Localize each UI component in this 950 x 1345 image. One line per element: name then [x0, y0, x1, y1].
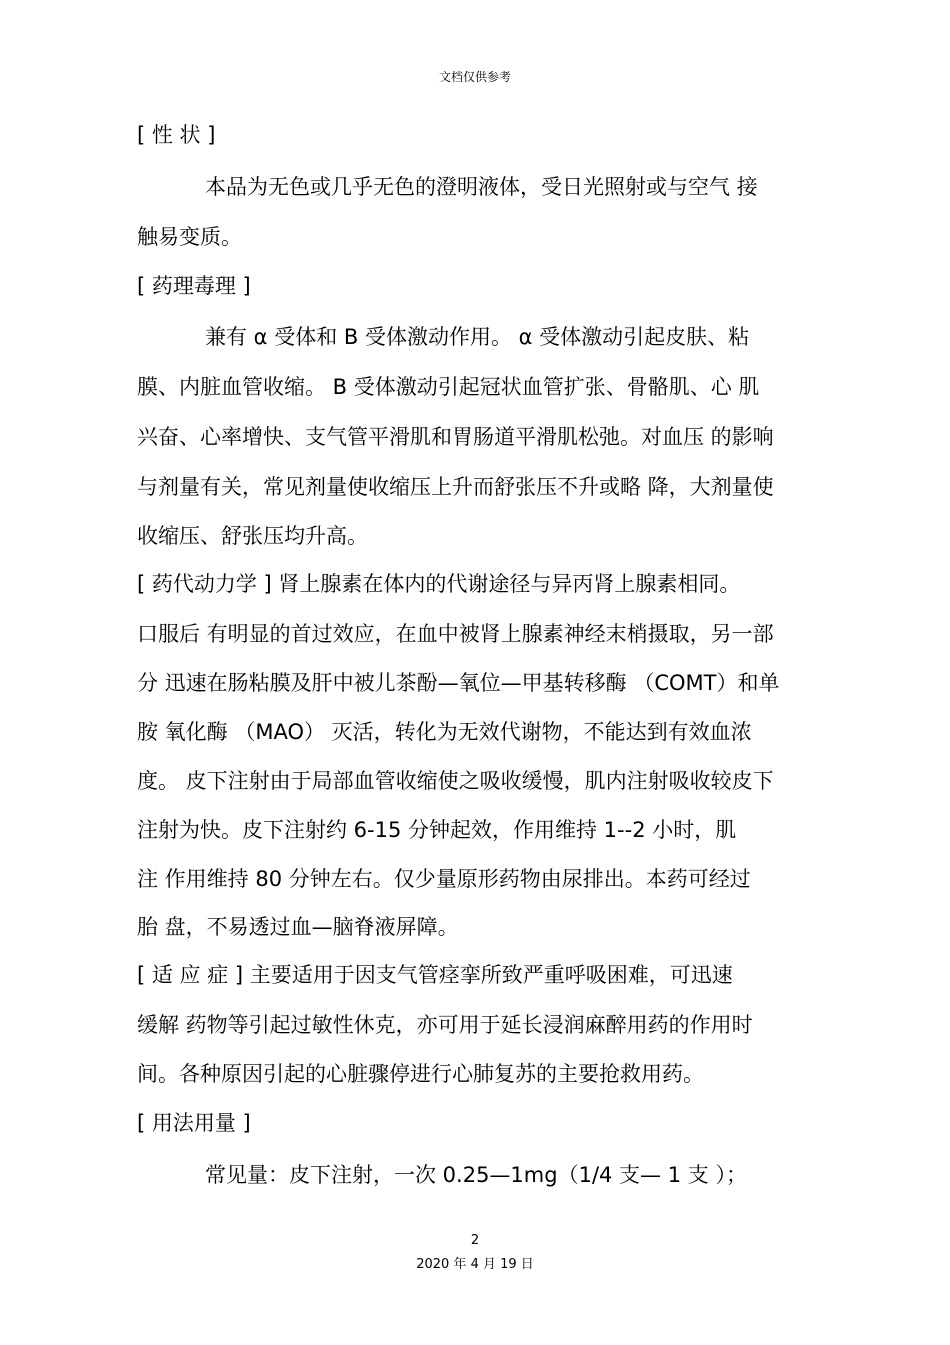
paragraph-line: 本品为无色或几乎无色的澄明液体，受日光照射或与空气 接	[205, 175, 758, 199]
paragraph-line: 胺 氧化酶 （MAO） 灭活，转化为无效代谢物，不能达到有效血浓	[137, 720, 752, 744]
paragraph-line: 间。各种原因引起的心脏骤停进行心肺复苏的主要抢救用药。	[137, 1062, 704, 1086]
paragraph-line: 兴奋、心率增快、支气管平滑肌和胃肠道平滑肌松弛。对血压 的影响	[137, 425, 774, 449]
paragraph-line: 胎 盘，不易透过血—脑脊液屏障。	[137, 915, 459, 939]
paragraph-line: 膜、内脏血管收缩。 B 受体激动引起冠状血管扩张、骨骼肌、心 肌	[137, 375, 760, 399]
paragraph-line: 注射为快。皮下注射约 6-15 分钟起效，作用维持 1--2 小时，肌	[137, 818, 737, 842]
paragraph-line: 常见量：皮下注射，一次 0.25—1mg（1/4 支— 1 支 ）；	[205, 1163, 747, 1187]
paragraph-line: 度。 皮下注射由于局部血管收缩使之吸收缓慢，肌内注射吸收较皮下	[137, 769, 774, 793]
paragraph-line: 兼有 α 受体和 B 受体激动作用。 α 受体激动引起皮肤、粘	[205, 325, 750, 349]
section-heading-pharmacology: [ 药理毒理 ]	[137, 274, 251, 298]
paragraph-line: 分 迅速在肠粘膜及肝中被儿茶酚—氧位—甲基转移酶 （COMT）和单	[137, 671, 780, 695]
paragraph-line: 缓解 药物等引起过敏性休克，亦可用于延长浸润麻醉用药的作用时	[137, 1013, 753, 1037]
section-heading-indications: [ 适 应 症 ] 主要适用于因支气管痉挛所致严重呼吸困难，可迅速	[137, 963, 733, 987]
section-heading-properties: [ 性 状 ]	[137, 123, 216, 147]
header-note: 文档仅供参考	[438, 70, 511, 84]
page-number: 2	[470, 1233, 480, 1248]
paragraph-line: 触易变质。	[137, 225, 242, 249]
section-heading-pharmacokinetics: [ 药代动力学 ] 肾上腺素在体内的代谢途径与异丙肾上腺素相同。	[137, 572, 741, 596]
paragraph-line: 与剂量有关，常见剂量使收缩压上升而舒张压不升或略 降，大剂量使	[137, 475, 774, 499]
section-heading-dosage: [ 用法用量 ]	[137, 1111, 251, 1135]
paragraph-line: 注 作用维持 80 分钟左右。仅少量原形药物由尿排出。本药可经过	[137, 867, 751, 891]
paragraph-line: 收缩压、舒张压均升高。	[137, 524, 368, 548]
footer-date: 2020 年 4 月 19 日	[416, 1257, 534, 1272]
paragraph-line: 口服后 有明显的首过效应，在血中被肾上腺素神经末梢摄取，另一部	[137, 622, 774, 646]
